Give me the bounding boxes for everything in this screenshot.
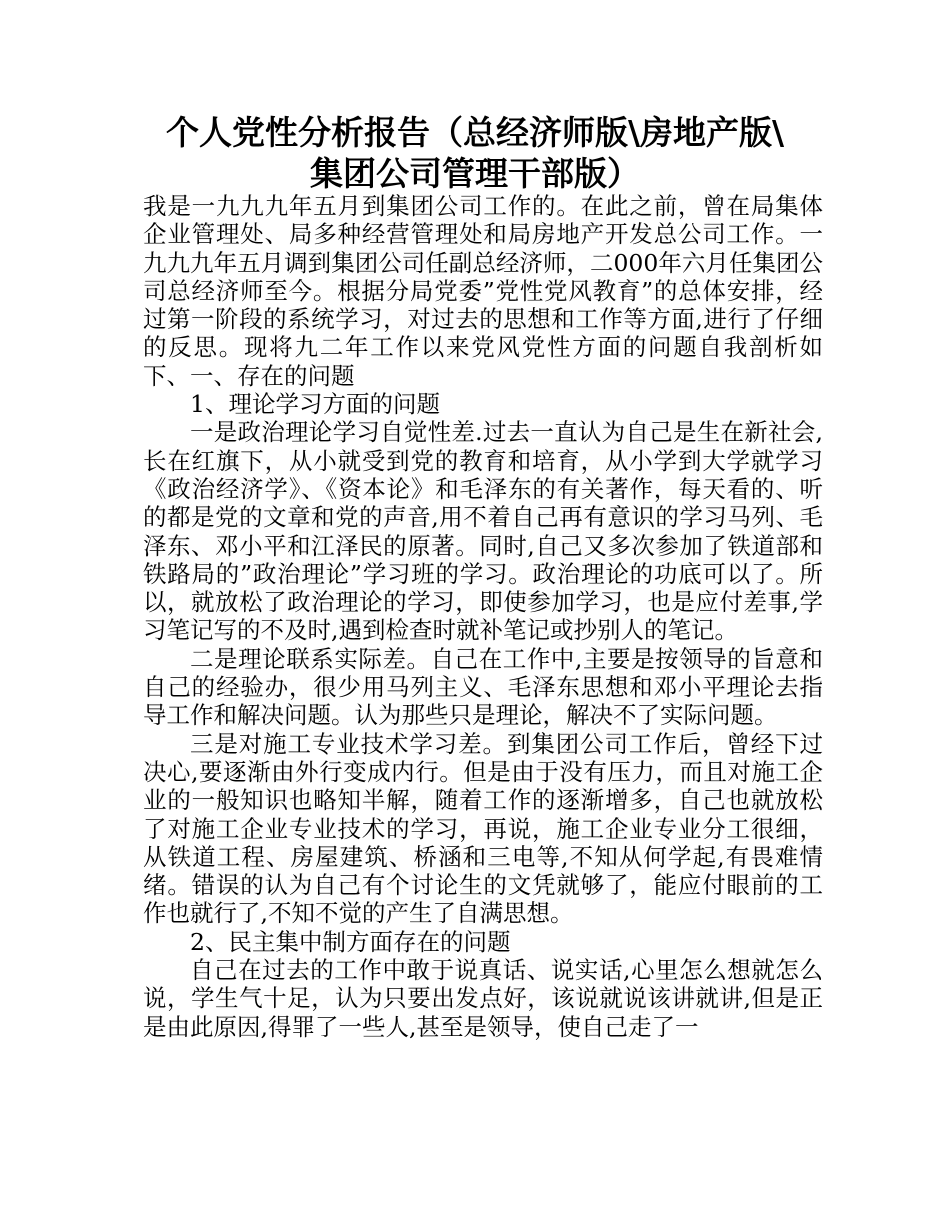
paragraph-technical-study: 三是对施工专业技术学习差。到集团公司工作后，曾经下过决心,要逐渐由外行变成内行。但是由于没有压力，而且对施工企业的一般知识也略知半解，随着工作的逐渐增多，自己也就放松了对施工企业专业技术的学习，再说，施工企业专业分工很细，从铁道工程、房屋建筑、桥涵和三电等,不知从何学起,有畏难情绪。错误的认为自己有个讨论生的文凭就够了，能应付眼前的工作也就行了,不知不觉的产生了自满思想。 (143, 729, 823, 928)
document-title (110, 112, 840, 194)
document-body (143, 192, 823, 1041)
title-line-1: 个人党性分析报告（总经济师版\房地产版\ (165, 113, 785, 152)
section-heading-theory-study: 1、理论学习方面的问题 (190, 390, 440, 419)
title-line-2: 集团公司管理干部版） (310, 154, 640, 193)
paragraph-political-theory: 一是政治理论学习自觉性差.过去一直认为自己是生在新社会,长在红旗下，从小就受到党的教育和培育，从小学到大学就学习《政治经济学》、《资本论》和毛泽东的有关著作，每天看的、听的都是党的文章和党的声音,用不着自己再有意识的学习马列、毛泽东、邓小平和江泽民的原著。同时,自己又多次参加了铁道部和铁路局的”政治理论”学习班的学习。政治理论的功底可以了。所以，就放松了政治理论的学习，即使参加学习，也是应付差事,学习笔记写的不及时,遇到检查时就补笔记或抄别人的笔记。 (143, 418, 823, 645)
section-heading-democratic-centralism: 2、民主集中制方面存在的问题 (190, 927, 511, 956)
paragraph-theory-practice: 二是理论联系实际差。自己在工作中,主要是按领导的旨意和自己的经验办，很少用马列主义、毛泽东思想和邓小平理论去指导工作和解决问题。认为那些只是理论，解决不了实际问题。 (143, 644, 823, 730)
paragraph-speaking-truth: 自己在过去的工作中敢于说真话、说实话,心里怎么想就怎么说，学生气十足，认为只要出发点好，该说就说该讲就讲,但是正是由此原因,得罪了一些人,甚至是领导，使自己走了一 (143, 956, 823, 1041)
intro-paragraph: 我是一九九九年五月到集团公司工作的。在此之前，曾在局集体企业管理处、局多种经营管理处和局房地产开发总公司工作。一九九九年五月调到集团公司任副总经济师，二000年六月任集团公司总经济师至今。根据分局党委”党性党风教育”的总体安排，经过第一阶段的系统学习，对过去的思想和工作等方面,进行了仔细的反思。现将九二年工作以来党风党性方面的问题自我剖析如下、一、存在的问题 (143, 192, 823, 390)
